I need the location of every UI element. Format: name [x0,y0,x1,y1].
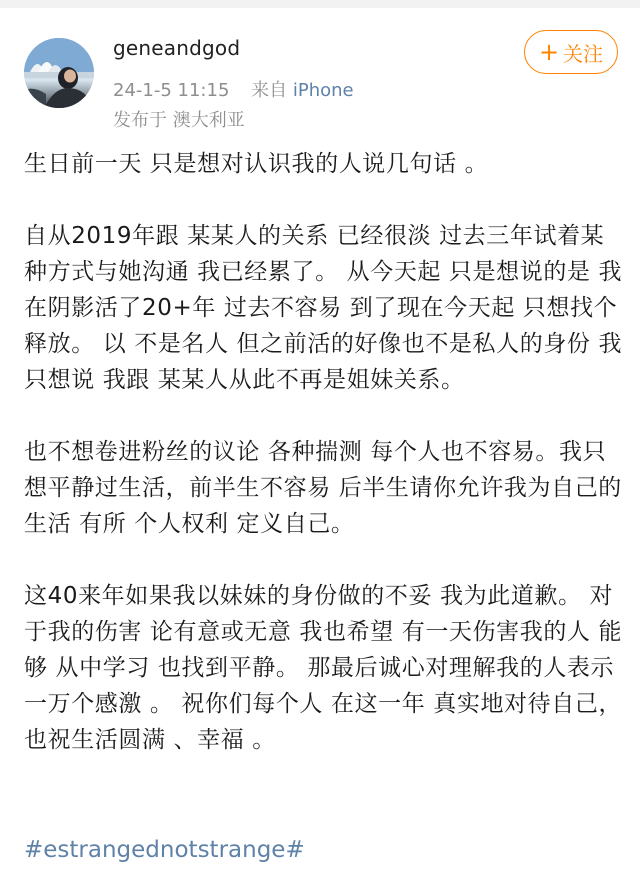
post-body [24,146,624,794]
post-time: 24-1-5 11:15 [113,80,230,101]
hashtag-link[interactable]: #estrangednotstrange# [24,837,305,863]
post-paragraph: 这40来年如果我以妹妹的身份做的不妥 我为此道歉。 对于我的伤害 论有意或无意 我也希望 有一天伤害我的人 能够 从中学习 也找到平静。 那最后诚心对理解我的人表示一万个感激 。 祝你们每个人 在这一年 真实地对待自己，也祝生活圆满 、幸福 。 [24,583,623,753]
post-location: 发布于 澳大利亚 [113,110,245,131]
follow-label: 关注 [563,41,604,66]
post-paragraph: 生日前一天 只是想对认识我的人说几句话 。 [24,151,489,177]
username[interactable]: geneandgod [113,36,241,60]
post-paragraph: 也不想卷进粉丝的议论 各种揣测 每个人也不容易。我只想平静过生活，前半生不容易 后半生请你允许我为自己的生活 有所 个人权利 定义自己。 [24,439,622,537]
post-paragraph: 自从2019年跟 某某人的关系 已经很淡 过去三年试着某种方式与她沟通 我已经累了。 从今天起 只是想说的是 我 在阴影活了20+年 过去不容易 到了现在今天起 只想找个释放。 以 不是名人 但之前活的好像也不是私人的身份 我只想说 我跟 某某人从此不再是姐妹关系。 [24,223,623,393]
avatar-photo-icon [24,38,94,108]
source-device-link[interactable]: iPhone [292,80,354,101]
source-prefix: 来自 [251,80,288,101]
post-meta [113,76,354,102]
post-header [0,8,640,138]
top-divider-strip [0,0,640,8]
follow-button[interactable] [524,30,618,74]
avatar[interactable] [24,38,94,108]
plus-icon: + [538,38,560,66]
